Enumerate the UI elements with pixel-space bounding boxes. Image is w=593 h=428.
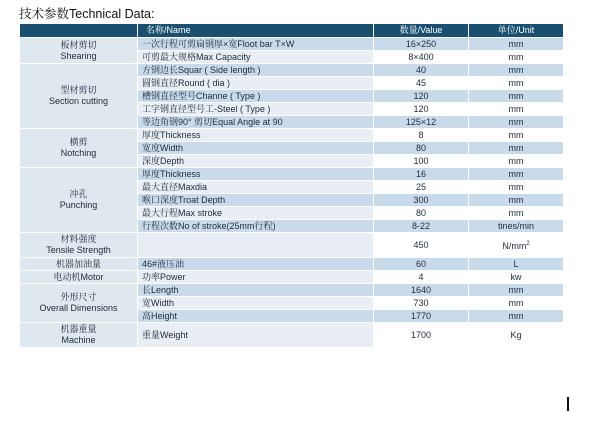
unit-superscript: 2 [526, 240, 530, 247]
item-value-cell: 40 [374, 64, 469, 77]
category-label-en: Machine [61, 335, 96, 345]
item-unit-cell [469, 207, 564, 220]
item-name-cell: 重量Weight [138, 323, 374, 348]
item-unit-cell [469, 233, 564, 258]
item-value-cell: 60 [374, 258, 469, 271]
item-name-cell: 高Height [138, 310, 374, 323]
item-name-cell: 厚度Thickness [138, 168, 374, 181]
unit-text: mm [508, 142, 524, 153]
item-name-cell: 等边角钢90° 剪切Equal Angle at 90 [138, 116, 374, 129]
unit-text: L [513, 258, 519, 269]
item-name-cell: 最大行程Max stroke [138, 207, 374, 220]
item-value-cell: 100 [374, 155, 469, 168]
item-name-cell: 最大直径Maxdia [138, 181, 374, 194]
item-value-cell: 8-22 [374, 220, 469, 233]
table-row [20, 323, 564, 348]
item-unit-cell [469, 38, 564, 51]
header-unit: 单位/Unit [469, 24, 564, 38]
unit-text: mm [508, 284, 524, 295]
item-name-cell: 厚度Thickness [138, 129, 374, 142]
unit-text: mm [508, 77, 524, 88]
table-row [20, 129, 564, 142]
unit-text: Kg [510, 329, 522, 340]
category-label-cn: 外形尺寸 [60, 292, 97, 302]
header-value: 数量/Value [374, 24, 469, 38]
item-name-cell [138, 233, 374, 258]
table-row [20, 64, 564, 77]
item-name-cell: 圆钢直径Round ( dia ) [138, 77, 374, 90]
unit-text: mm [508, 297, 524, 308]
unit-text: kw [510, 271, 522, 282]
category-label-cn: 冲孔 [69, 189, 88, 199]
item-unit-cell [469, 155, 564, 168]
item-unit-cell [469, 310, 564, 323]
unit-text: mm [508, 103, 524, 114]
text-cursor [567, 397, 569, 411]
item-value-cell: 450 [374, 233, 469, 258]
item-name-cell: 一次行程可剪扁钢厚×宽Floot bar T×W [138, 38, 374, 51]
unit-text: mm [508, 38, 524, 49]
category-cell [20, 284, 138, 323]
item-name-cell: 46#液压油 [138, 258, 374, 271]
item-value-cell: 1770 [374, 310, 469, 323]
item-value-cell: 120 [374, 103, 469, 116]
category-label-cn: 材料强度 [60, 234, 97, 244]
category-label-cn: 机器重量 [60, 324, 97, 334]
item-value-cell: 80 [374, 207, 469, 220]
item-value-cell: 4 [374, 271, 469, 284]
category-label-cn: 横剪 [69, 137, 88, 147]
item-unit-cell [469, 284, 564, 297]
item-value-cell: 16×250 [374, 38, 469, 51]
unit-text: mm [508, 194, 524, 205]
category-cell [20, 38, 138, 64]
header-name: 名称/Name [138, 24, 374, 38]
category-label-cn: 板材剪切 [60, 39, 97, 50]
item-value-cell: 80 [374, 142, 469, 155]
item-name-cell: 行程次数No of stroke(25mm行程) [138, 220, 374, 233]
unit-text: tines/min [497, 220, 534, 231]
item-name-cell: 工字钢直径型号工-Steel ( Type ) [138, 103, 374, 116]
unit-text: mm [508, 310, 524, 321]
item-value-cell: 300 [374, 194, 469, 207]
item-name-cell: 槽钢直径型号Channe ( Type ) [138, 90, 374, 103]
item-name-cell: 功率Power [138, 271, 374, 284]
item-unit-cell [469, 51, 564, 64]
page-title: 技术参数Technical Data: [19, 7, 155, 21]
unit-text: mm [508, 207, 524, 218]
category-label-en: Shearing [60, 50, 97, 61]
unit-text: mm [508, 90, 524, 101]
item-unit-cell [469, 258, 564, 271]
item-value-cell: 125×12 [374, 116, 469, 129]
item-value-cell: 8×400 [374, 51, 469, 64]
category-label-en: Notching [60, 148, 97, 158]
category-label-en: Overall Dimensions [39, 303, 118, 313]
category-label-en: Tensile Strength [46, 245, 111, 255]
item-unit-cell [469, 323, 564, 348]
unit-text: mm [508, 129, 524, 140]
category-cell [20, 64, 138, 129]
unit-text: mm [508, 155, 524, 166]
table-row [20, 284, 564, 297]
item-name-cell: 喉口深度Troat Depth [138, 194, 374, 207]
category-label-en: Punching [59, 200, 98, 210]
item-value-cell: 25 [374, 181, 469, 194]
item-value-cell: 16 [374, 168, 469, 181]
item-unit-cell [469, 168, 564, 181]
item-name-cell: 方钢边长Squar ( Side length ) [138, 64, 374, 77]
item-unit-cell [469, 142, 564, 155]
item-value-cell: 1640 [374, 284, 469, 297]
item-unit-cell [469, 220, 564, 233]
item-name-cell: 宽度Width [138, 142, 374, 155]
item-unit-cell [469, 194, 564, 207]
category-label-en: Section cutting [48, 96, 109, 106]
item-unit-cell [469, 64, 564, 77]
unit-text: mm [508, 116, 524, 127]
item-unit-cell [469, 77, 564, 90]
table-row [20, 168, 564, 181]
category-cell [20, 129, 138, 168]
item-name-cell: 深度Depth [138, 155, 374, 168]
item-unit-cell [469, 103, 564, 116]
item-name-cell: 长Length [138, 284, 374, 297]
item-unit-cell [469, 271, 564, 284]
category-label-cn: 机器加油量 [55, 258, 101, 269]
category-cell [20, 258, 138, 271]
item-name-cell: 可剪最大规格Max Capacity [138, 51, 374, 64]
table-row [20, 271, 564, 284]
item-name-cell: 宽Width [138, 297, 374, 310]
category-cell [20, 271, 138, 284]
item-value-cell: 1700 [374, 323, 469, 348]
item-unit-cell [469, 181, 564, 194]
unit-text: N/mm [502, 240, 527, 251]
table-header-row [20, 24, 564, 38]
unit-text: mm [508, 51, 524, 62]
unit-text: mm [508, 168, 524, 179]
technical-data-table [19, 23, 564, 348]
category-label-cn: 电动机Motor [53, 271, 104, 282]
table-row [20, 233, 564, 258]
item-value-cell: 8 [374, 129, 469, 142]
header-category [20, 24, 138, 38]
category-label-cn: 型材剪切 [60, 85, 97, 95]
unit-text: mm [508, 181, 524, 192]
table-body [20, 38, 564, 348]
item-unit-cell [469, 129, 564, 142]
item-unit-cell [469, 90, 564, 103]
category-cell [20, 233, 138, 258]
category-cell [20, 168, 138, 233]
item-value-cell: 730 [374, 297, 469, 310]
category-cell [20, 323, 138, 348]
item-unit-cell [469, 297, 564, 310]
table-row [20, 258, 564, 271]
item-value-cell: 45 [374, 77, 469, 90]
item-value-cell: 120 [374, 90, 469, 103]
table-row [20, 38, 564, 51]
unit-text: mm [508, 64, 524, 75]
item-unit-cell [469, 116, 564, 129]
